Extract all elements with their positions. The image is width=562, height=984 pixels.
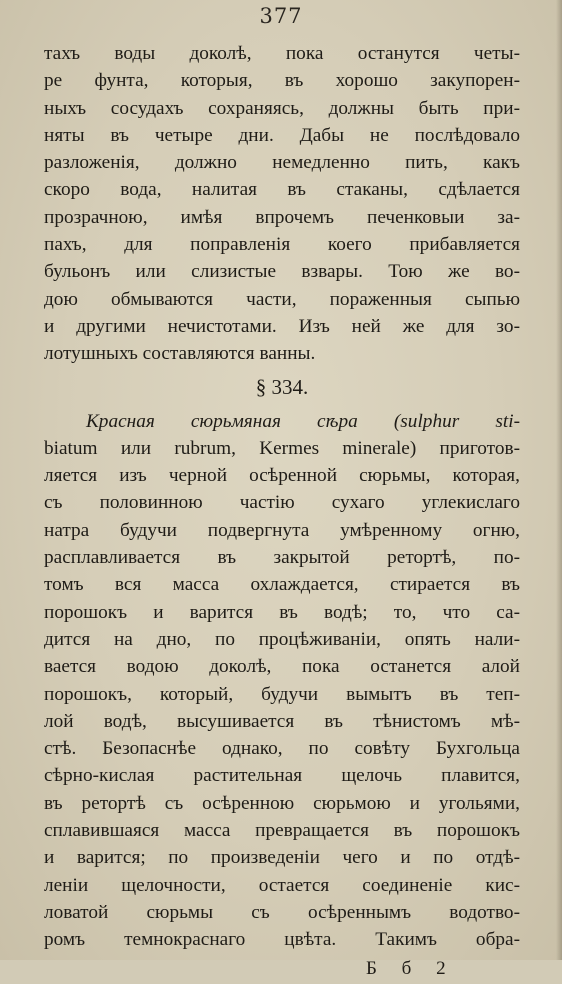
text-line: разложенія, должно немедленно пить, какъ [44, 152, 520, 174]
text-line: и варится; по произведеніи чего и по отдѣ- [44, 847, 520, 869]
page-edge-shadow [556, 0, 562, 960]
text-line: ромъ темнокраснаго цвѣта. Такимъ обра- [44, 929, 520, 951]
text-block [44, 40, 520, 984]
text-line: лотушныхъ составляются ванны. [44, 343, 316, 365]
text-line: порошокъ, который, будучи вымытъ въ теп- [44, 683, 520, 705]
text-line: ловатой сюрьмы съ осѣреннымъ водотво- [44, 901, 520, 923]
text-line: biatum или rubrum, Kermes minerale) приготов- [44, 437, 520, 459]
text-line: стѣ. Безопаснѣе однако, по совѣту Бухгольца [44, 738, 520, 760]
text-line: вается водою доколѣ, пока останется алой [44, 656, 520, 678]
page-footer [44, 954, 520, 984]
text-line: скоро вода, налитая въ стаканы, сдѣлается [44, 179, 520, 201]
text-line: пахъ, для поправленія коего прибавляется [44, 234, 520, 256]
text-line: съ половинною частію сухаго углекислаго [44, 492, 520, 514]
text-line: ляется изъ черной осѣренной сюрьмы, которая, [44, 465, 520, 487]
text-line: прозрачною, имѣя впрочемъ печенковыи за- [44, 206, 520, 228]
text-line-italic-start [44, 408, 520, 435]
text-line: бульонъ или слизистые взвары. Тою же во- [44, 261, 520, 283]
page-number: 377 [259, 4, 303, 28]
text-line: и другими нечистотами. Изъ ней же для зо- [44, 315, 520, 337]
text-line: порошокъ и варится въ водѣ; то, что са- [44, 601, 520, 623]
signature-mark: Б б 2 [366, 957, 456, 979]
section-heading: § 334. [255, 374, 309, 399]
text-line: натра будучи подвергнута умѣренному огню, [44, 519, 520, 541]
text-line: леніи щелочности, остается соединеніе кис- [44, 874, 520, 896]
text-line: въ ретортѣ съ осѣренною сюрьмою и угольями, [44, 792, 520, 814]
text-line: сѣрно-кислая растительная щелочь плавится, [44, 765, 520, 787]
text-line: няты въ четыре дни. Дабы не послѣдовало [44, 124, 520, 146]
text-line-italic: Красная сюрьмяная сѣра (sulphur sti- [86, 410, 520, 432]
text-line: тахъ воды доколѣ, пока останутся четы- [44, 43, 520, 64]
text-line: дится на дно, по процѣживаніи, опять нали- [44, 628, 520, 650]
text-line: дою обмываются части, пораженныя сыпью [44, 288, 520, 310]
text-line: расплавливается въ закрытой ретортѣ, по- [44, 547, 520, 569]
text-line: сплавившаяся масса превращается въ порошокъ [44, 820, 520, 842]
text-line: томъ вся масса охлаждается, стирается въ [44, 574, 520, 596]
text-line: ныхъ сосудахъ сохраняясь, должны быть при- [44, 97, 520, 119]
text-line: лой водѣ, высушивается въ тѣнистомъ мѣ- [44, 710, 520, 732]
text-line: ре фунта, которыя, въ хорошо закупорен- [44, 70, 520, 92]
